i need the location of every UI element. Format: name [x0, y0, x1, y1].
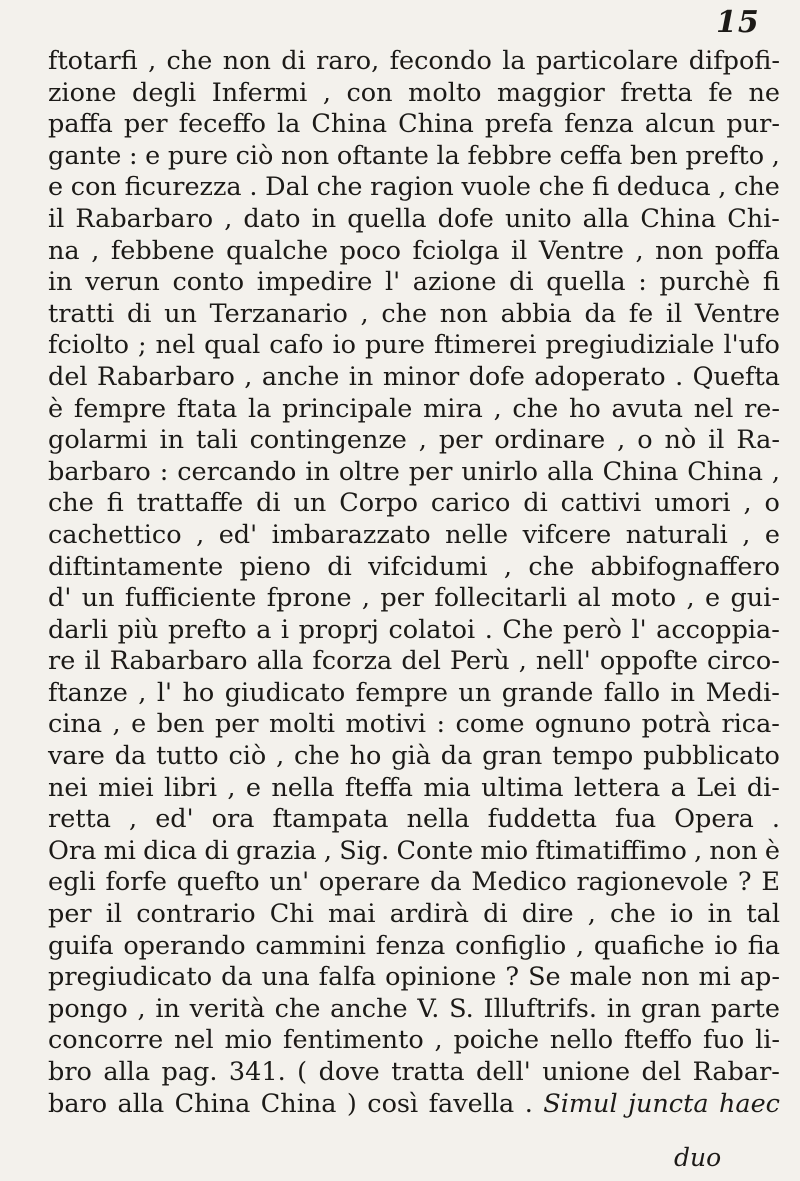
- text-line: egli forfe quefto un' operare da Medico ragionevole ? E: [48, 867, 780, 898]
- text-line: retta , ed' ora ftampata nella fuddetta fua Opera .: [48, 804, 780, 835]
- text-line: diftintamente pieno di vifcidumi , che abbifognaffero: [48, 551, 780, 582]
- text-line: guifa operando cammini fenza configlio , quafiche io fia: [48, 930, 780, 961]
- catchword: duo: [674, 1143, 722, 1172]
- text-line: che fi trattaffe di un Corpo carico di cattivi umori , o: [48, 488, 780, 519]
- text-line: bro alla pag. 341. ( dove tratta dell' unione del Rabar-: [48, 1057, 780, 1087]
- text-line: il Rabarbaro , dato in quella dofe unito alla China Chi-: [48, 203, 780, 234]
- text-line: zione degli Infermi , con molto maggior fretta fe ne: [48, 77, 780, 108]
- text-line: cachettico , ed' imbarazzato nelle vifcere naturali , e: [48, 519, 780, 550]
- text-line: fciolto ; nel qual cafo io pure ftimerei pregiudiziale l'ufo: [48, 330, 780, 361]
- text-line: pongo , in verità che anche V. S. Illuftrifs. in gran parte: [48, 993, 780, 1024]
- text-line: pregiudicato da una falfa opinione ? Se male non mi ap-: [48, 962, 780, 993]
- text-line: tratti di un Terzanario , che non abbia da fe il Ventre: [48, 298, 780, 329]
- text-line: d' un fufficiente fprone , per follecitarli al moto , e gui-: [48, 583, 780, 614]
- text-line: darli più prefto a i proprj colatoi . Che però l' accoppia-: [48, 614, 780, 645]
- text-line: golarmi in tali contingenze , per ordinare , o nò il Ra-: [48, 425, 780, 456]
- text-line: cina , e ben per molti motivi : come ognuno potrà rica-: [48, 709, 780, 740]
- text-line: paffa per feceffo la China China prefa fenza alcun pur-: [48, 109, 780, 140]
- text-line: concorre nel mio fentimento , poiche nello fteffo fuo li-: [48, 1025, 780, 1056]
- body-text: [48, 46, 780, 1120]
- text-line: nei miei libri , e nella fteffa mia ultima lettera a Lei di-: [48, 772, 780, 803]
- text-line: vare da tutto ciò , che ho già da gran tempo pubblicato: [48, 741, 780, 772]
- text-line: na , febbene qualche poco fciolga il Ventre , non poffa: [48, 235, 780, 266]
- text-line: gante : e pure ciò non oftante la febbre ceffa ben prefto ,: [48, 140, 780, 171]
- text-line: ftanze , l' ho giudicato fempre un grande fallo in Medi-: [48, 677, 780, 708]
- page-number: 15: [716, 5, 760, 40]
- text-line: ftotarfi , che non di raro, fecondo la particolare difpofi-: [48, 46, 780, 76]
- text-line: baro alla China China ) così favella . Simul juncta haec: [48, 1088, 780, 1119]
- text-line: in verun conto impedire l' azione di quella : purchè fi: [48, 267, 780, 298]
- text-line: è fempre ftata la principale mira , che ho avuta nel re-: [48, 393, 780, 424]
- text-line: e con ficurezza . Dal che ragion vuole che fi deduca , che: [48, 172, 780, 203]
- text-line: Ora mi dica di grazia , Sig. Conte mio ftimatiffimo , non è: [48, 835, 780, 866]
- text-line: del Rabarbaro , anche in minor dofe adoperato . Quefta: [48, 361, 780, 392]
- text-line: per il contrario Chi mai ardirà di dire , che io in tal: [48, 899, 780, 930]
- text-line: re il Rabarbaro alla fcorza del Perù , nell' oppofte circo-: [48, 646, 780, 677]
- text-line: barbaro : cercando in oltre per unirlo alla China China ,: [48, 456, 780, 487]
